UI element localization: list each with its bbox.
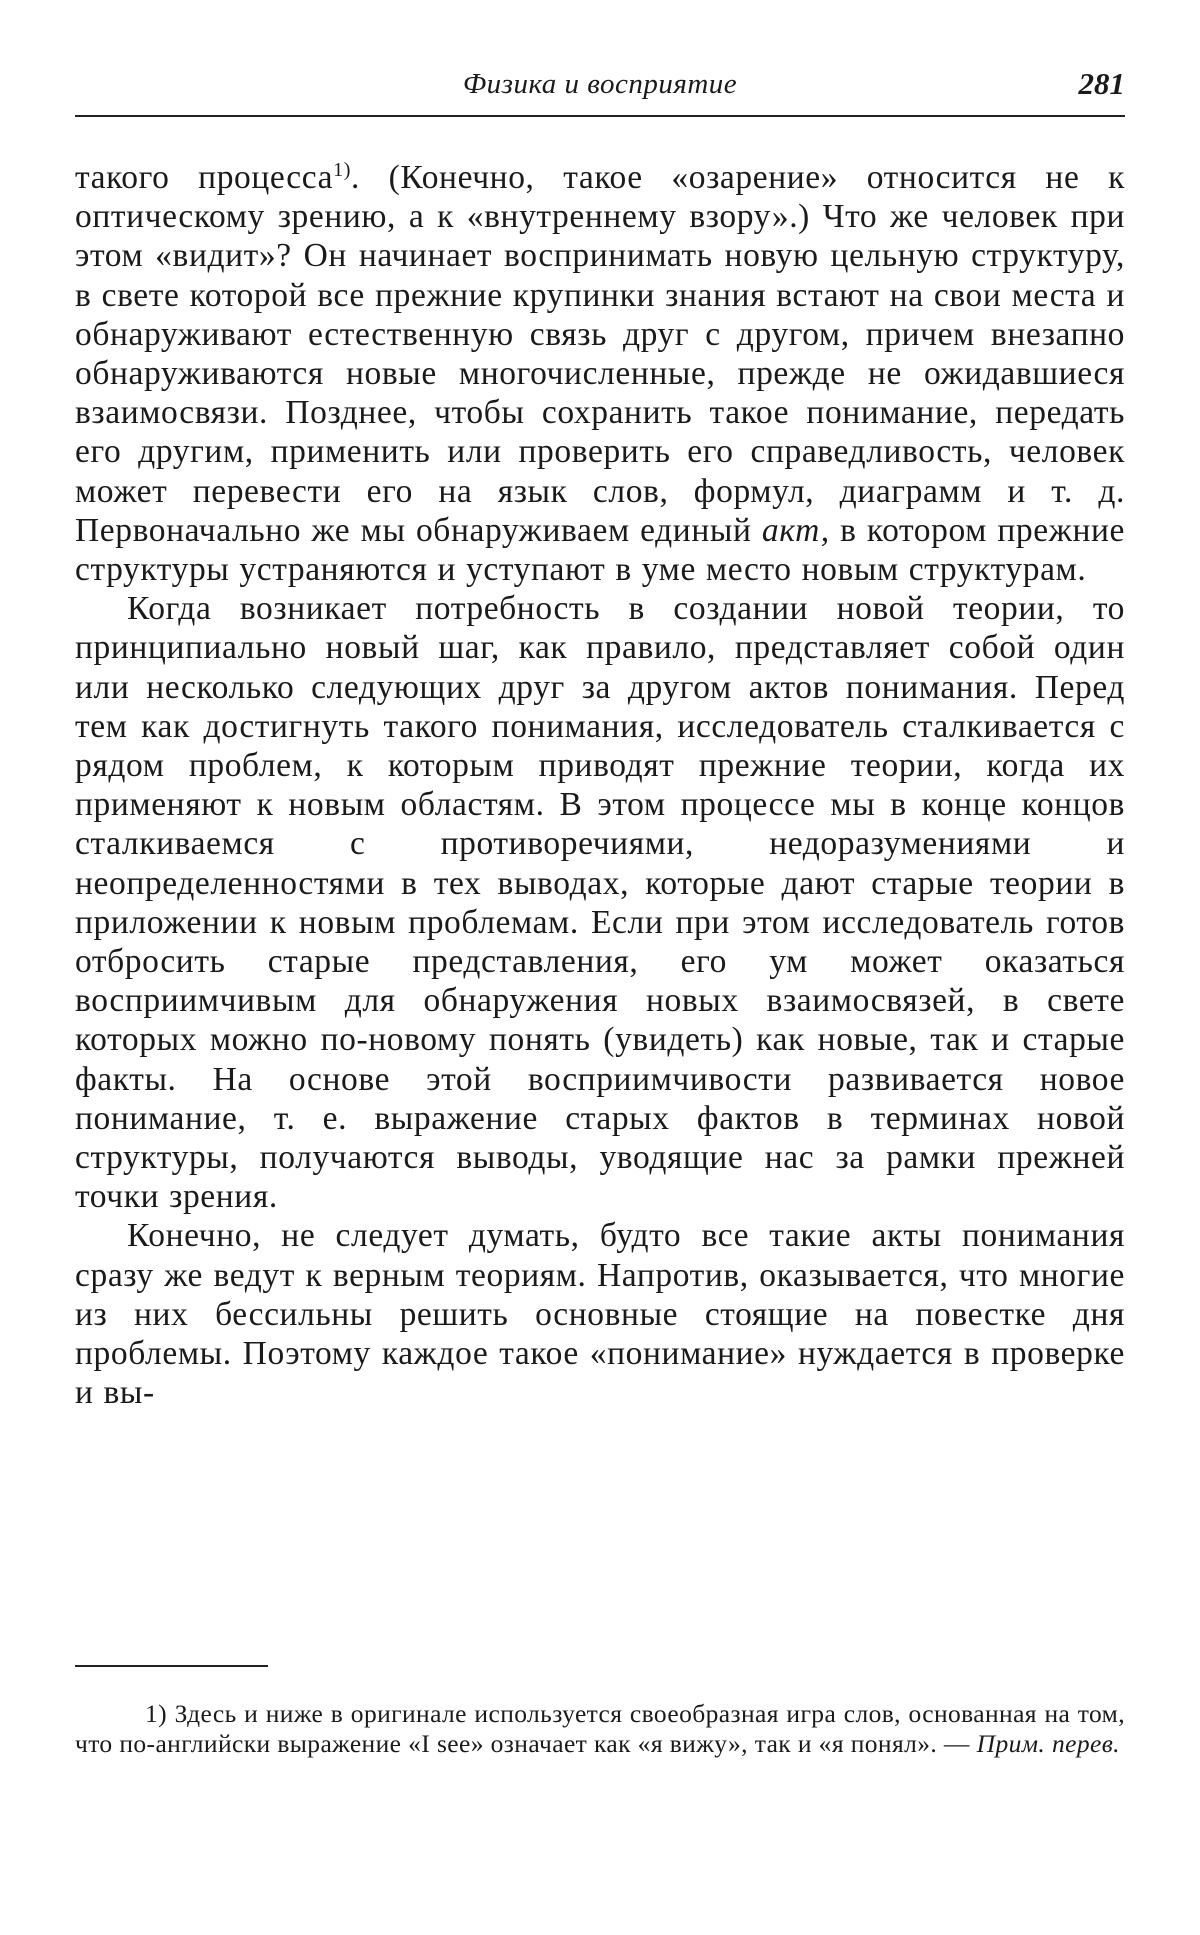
footnote-text: Здесь и ниже в оригинале используется своеобразная игра слов, основанная на том, что по-английски выражение «I see» означает как «я вижу», так и «я понял». — [75,1699,1125,1758]
footnote-marker: 1) [145,1699,168,1728]
translator-note-label: Прим. перев. [976,1729,1120,1758]
paragraph-1-text-middle: . (Конечно, такое «озарение» относится не к оптическому зрению, а к «внутреннему взору».) Что же человек при этом «видит»? Он начинает воспринимать новую цельную структуру, в свете которой все прежние крупинки знания встают на свои места и обнаруживают естественную связь друг с другом, причем внезапно обнаруживаются новые многочисленные, прежде не ожидавшиеся взаимосвязи. Позднее, чтобы сохранить такое понимание, передать его другим, применить или проверить его справедливость, человек может перевести его на язык слов, формул, диаграмм и т. д. Первоначально же мы обнаруживаем единый [75,159,1125,549]
paragraph-1 [75,158,1125,589]
paragraph-1-text-end: в котором прежние структуры устраняются и уступают в уме место новым структурам. [75,511,1125,589]
running-title: Физика и восприятие [462,68,738,100]
paragraph-3: Конечно, не следует думать, будто все такие акты понимания сразу же ведут к верным теориям. Напротив, оказывается, что многие из них бессильны решить основные стоящие на повестке дня проблемы. Поэтому каждое такое «понимание» нуждается в проверке и вы- [75,1217,1125,1412]
page-number: 281 [1078,66,1125,101]
footnote-rule [75,1665,268,1667]
body-text [75,158,1125,1413]
footnote-reference: 1) [333,158,352,181]
paragraph-1-text-start: такого процесса [75,159,334,196]
header-rule [75,115,1125,117]
emphasis-word: акт, [761,511,830,549]
running-header [75,64,1125,104]
paragraph-2: Когда возникает потребность в создании новой теории, то принципиально новый шаг, как правило, представляет собой один или несколько следующих друг за другом актов понимания. Перед тем как достигнуть такого понимания, исследователь сталкивается с рядом проблем, к которым приводят прежние теории, когда их применяют к новым областям. В этом процессе мы в конце концов сталкиваемся с противоречиями, недоразумениями и неопределенностями в тех выводах, которые дают старые теории в приложении к новым проблемам. Если при этом исследователь готов отбросить старые представления, его ум может оказаться восприимчивым для обнаружения новых взаимосвязей, в свете которых можно по-новому понять (увидеть) как новые, так и старые факты. На основе этой восприимчивости развивается новое понимание, т. е. выражение старых фактов в терминах новой структуры, получаются выводы, уводящие нас за рамки прежней точки зрения. [75,590,1125,1216]
footnote [75,1699,1125,1759]
